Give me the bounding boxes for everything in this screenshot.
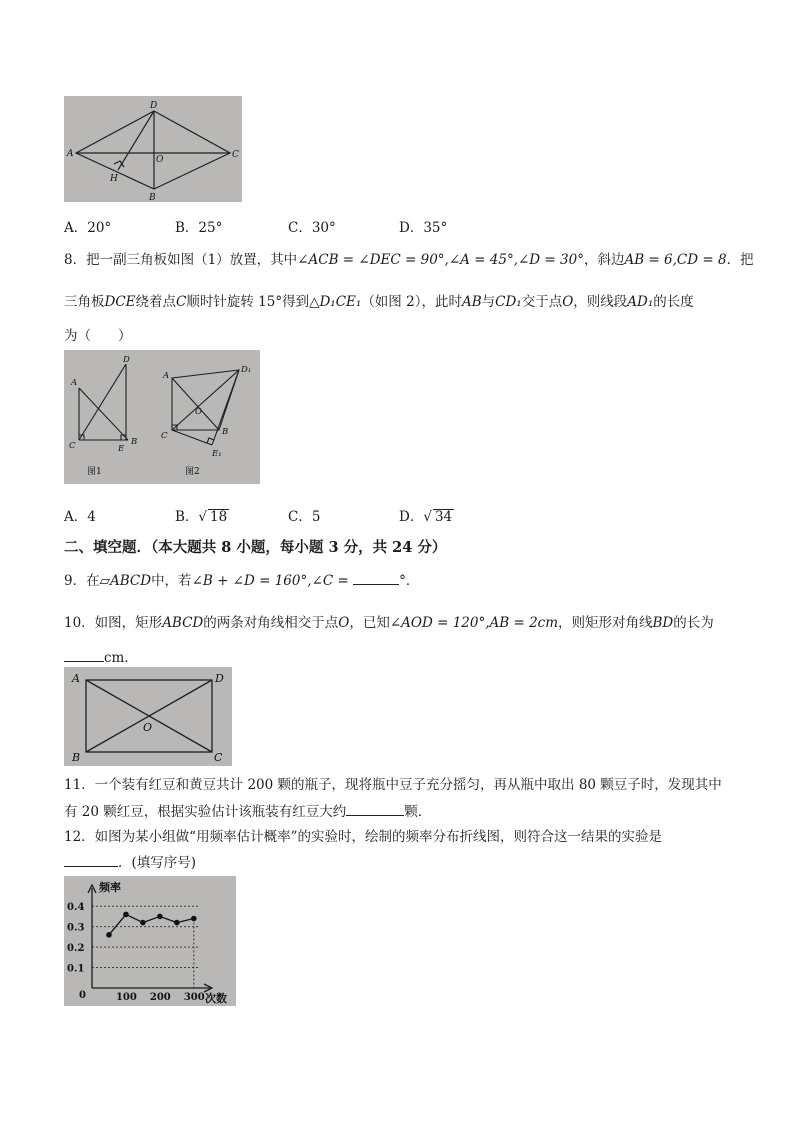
q8-triangles-diagram <box>64 350 260 484</box>
q8-math-dce: DCE <box>104 294 136 310</box>
q8-option-d-radicand: 34 <box>434 509 453 525</box>
q10-math-o: O <box>338 615 350 631</box>
q8-option-b-radicand: 18 <box>210 509 228 525</box>
q8-fig1-label-e: E <box>118 444 125 454</box>
origin-label: 0 <box>79 990 86 1001</box>
q11-answer-blank[interactable] <box>346 803 404 816</box>
section-fill-in-blank-heading: 二、填空题．（本大题共 8 小题，每小题 3 分，共 24 分） <box>64 539 447 556</box>
q7-option-d[interactable]: D．35° <box>399 220 448 236</box>
q8-line1-mid: ，斜边 <box>583 252 625 268</box>
q11-line2 <box>64 800 431 820</box>
q9-text: 9．在 <box>64 573 100 589</box>
q8-math-cd1: CD₁ <box>495 294 522 310</box>
q8-text: 与 <box>481 294 496 310</box>
x-tick-label: 100 <box>115 992 137 1003</box>
q10-answer-blank[interactable] <box>64 649 104 662</box>
q11-text: 有 20 颗红豆，根据实验估计该瓶装有红豆大约 <box>64 804 347 820</box>
q7-label-o: O <box>156 155 164 165</box>
q8-fig2-label-b: B <box>222 427 229 437</box>
q12-answer-blank[interactable] <box>64 854 118 867</box>
q11-text: 颗． <box>404 804 432 820</box>
q8-text: 顺时针旋转 15°得到 <box>186 294 310 310</box>
y-tick-label: 0.1 <box>67 963 85 975</box>
q8-fig1-caption: 图1 <box>87 467 102 477</box>
q10-label-o: O <box>143 721 153 734</box>
q8-option-d[interactable]: D．√ 34 <box>399 509 453 525</box>
q10-figure <box>64 667 232 766</box>
q10-text: 的长为 <box>673 615 714 631</box>
q10-text: ，已知 <box>349 615 390 631</box>
q7-option-a[interactable]: A．20° <box>64 220 112 236</box>
q7-label-h: H <box>110 174 118 184</box>
q10-text: ，则矩形对角线 <box>558 615 653 631</box>
q10-text: 的两条对角线相交于点 <box>203 615 339 631</box>
q9-answer-blank[interactable] <box>353 572 399 585</box>
q8-fig2-caption: 图2 <box>185 467 200 477</box>
frequency-line-chart <box>64 876 236 1006</box>
q10-line1 <box>64 611 714 631</box>
q12-line2 <box>64 851 196 871</box>
q11-line1: 11．一个装有红豆和黄豆共计 200 颗的瓶子，现将瓶中豆子充分摇匀，再从瓶中取出 80 颗豆子时，发现其中 <box>64 777 722 793</box>
data-point <box>157 914 163 920</box>
y-tick-label: 0.4 <box>67 902 85 914</box>
q8-option-c[interactable]: C．5 <box>288 509 321 525</box>
q12-chart <box>64 876 236 1006</box>
q10-label-c: C <box>214 751 223 764</box>
data-point <box>106 932 112 938</box>
q8-fig2-label-a: A <box>163 371 170 381</box>
q8-fig2-label-c: C <box>161 431 168 441</box>
q8-math-triangle: △D₁CE₁ <box>309 294 362 310</box>
q7-label-b: B <box>149 193 156 202</box>
q8-text: 三角板 <box>64 294 105 310</box>
x-axis-title: 次数 <box>205 992 227 1005</box>
q9-math: ∠B + ∠D = 160°,∠C = <box>191 573 349 589</box>
q12-text: ．(填写序号) <box>118 855 197 871</box>
q8-math-o: O <box>562 294 574 310</box>
q8-option-d-prefix: D． <box>399 509 424 525</box>
frequency-series-line <box>109 914 194 934</box>
q8-lengths-math: AB = 6,CD = 8 <box>624 252 727 268</box>
q8-line1 <box>64 248 754 268</box>
q8-fig2-label-o: O <box>195 407 202 417</box>
q12-line1: 12．如图为某小组做“用频率估计概率”的实验时，绘制的频率分布折线图，则符合这一结果的实验是 <box>64 829 662 845</box>
data-point <box>123 912 129 918</box>
q8-math-ad1: AD₁ <box>627 294 654 310</box>
data-point <box>140 920 146 926</box>
q8-option-a[interactable]: A．4 <box>64 509 96 525</box>
q10-unit: cm． <box>104 650 138 666</box>
q8-math-c: C <box>176 294 187 310</box>
q9-text: °． <box>399 573 420 589</box>
q8-option-b-prefix: B． <box>175 509 199 525</box>
q7-figure <box>64 96 242 202</box>
q10-math: ∠AOD = 120°,AB = 2cm <box>389 615 559 631</box>
q10-line2 <box>64 646 138 666</box>
q8-fig2-label-d1: D₁ <box>241 365 252 375</box>
q10-text: 10．如图，矩形 <box>64 615 163 631</box>
q8-text: 交于点 <box>521 294 563 310</box>
q8-fig2-label-e1: E₁ <box>212 449 222 459</box>
q8-fig1-label-b: B <box>131 437 138 447</box>
q10-label-a: A <box>72 672 80 685</box>
data-point <box>191 916 197 922</box>
q8-angles-math: ∠ACB = ∠DEC = 90°,∠A = 45°,∠D = 30° <box>297 252 584 268</box>
q8-text: 绕着点 <box>135 294 177 310</box>
q8-line2 <box>64 290 694 310</box>
q10-label-b: B <box>72 751 81 764</box>
x-tick-label: 300 <box>183 992 205 1003</box>
q8-text: ，则线段 <box>573 294 628 310</box>
y-tick-label: 0.2 <box>67 943 85 955</box>
q9-line <box>64 569 419 589</box>
q9-parallelogram: ▱ABCD <box>99 573 152 589</box>
q10-math-bd: BD <box>652 615 674 631</box>
q7-rhombus-diagram <box>64 96 242 202</box>
q8-line1-post: ．把 <box>726 252 754 268</box>
q8-line3: 为（ ） <box>64 328 132 344</box>
q7-option-c[interactable]: C．30° <box>288 220 336 236</box>
q7-label-d: D <box>150 101 158 111</box>
q10-label-d: D <box>215 672 224 685</box>
q8-option-b[interactable]: B．√ 18 <box>175 509 228 525</box>
y-axis-title: 频率 <box>99 881 121 894</box>
q10-math-abcd: ABCD <box>162 615 204 631</box>
q8-text: （如图 2），此时 <box>361 294 462 310</box>
q7-label-c: C <box>232 150 239 160</box>
q8-fig1-label-d: D <box>123 355 130 365</box>
x-tick-label: 200 <box>149 992 171 1003</box>
q8-line1-pre: 8．把一副三角板如图（1）放置，其中 <box>64 252 298 268</box>
data-point <box>174 920 180 926</box>
q8-text: 的长度 <box>653 294 694 310</box>
q7-option-b[interactable]: B．25° <box>175 220 223 236</box>
q10-rectangle-diagram <box>64 667 232 766</box>
q9-text: 中，若 <box>151 573 192 589</box>
q8-figure <box>64 350 260 484</box>
y-tick-label: 0.3 <box>67 922 85 934</box>
q7-label-a: A <box>67 149 74 159</box>
q8-math-ab: AB <box>461 294 482 310</box>
q8-fig1-label-a: A <box>71 378 78 388</box>
q8-fig1-label-c: C <box>69 441 76 451</box>
